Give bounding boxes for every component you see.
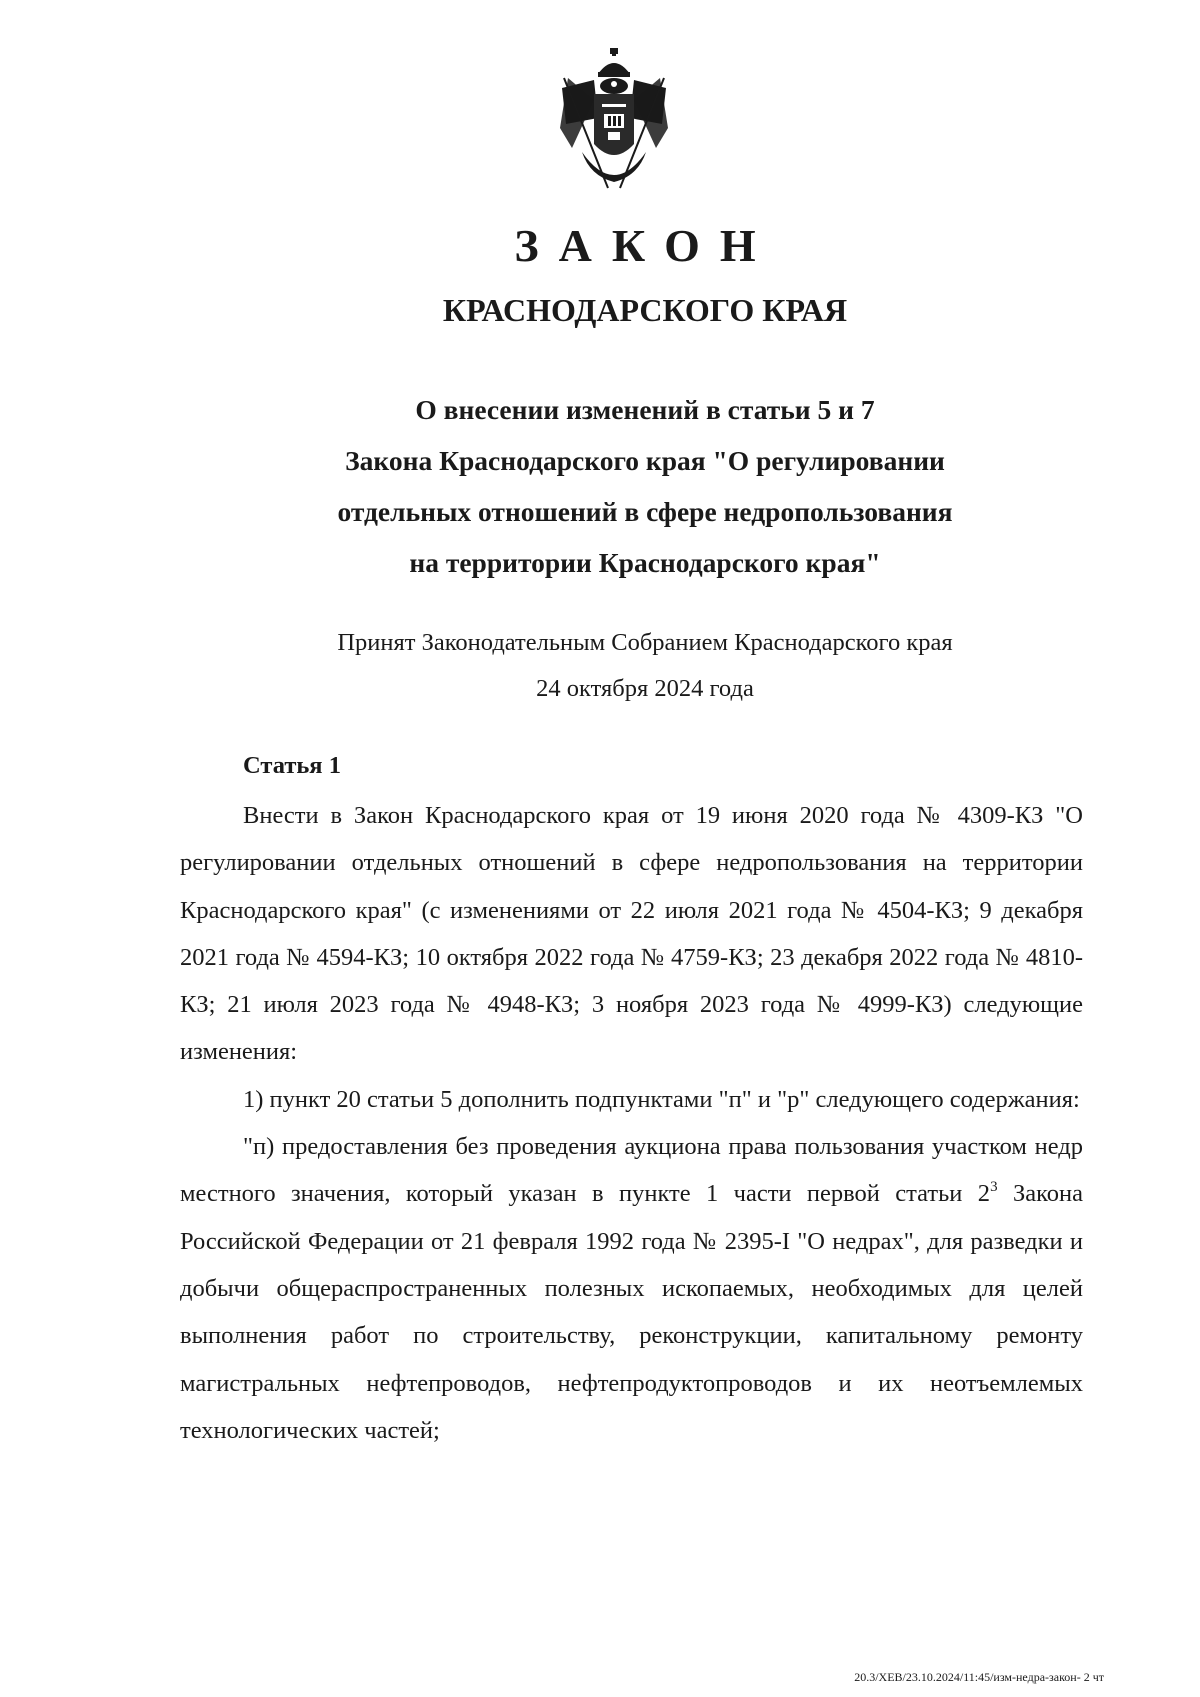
law-title <box>180 384 1110 588</box>
paragraph: Внести в Закон Краснодарского края от 19 июня 2020 года № 4309-КЗ "О регулировании отдельных отношений в сфере недропользования на территории Краснодарского края" (с изменениями от 22 июля 2021 года № 4504-КЗ; 9 декабря 2021 года № 4594-КЗ; 10 октября 2022 года № 4759-КЗ; 23 декабря 2022 года № 4810-КЗ; 21 июля 2023 года № 4948-КЗ; 3 ноября 2023 года № 4999-КЗ) следующие изменения: <box>180 802 1083 1066</box>
paragraph: 1) пункт 20 статьи 5 дополнить подпунктами "п" и "р" следующего содержания: <box>243 1085 1080 1113</box>
paragraph-text: "п) предоставления без проведения аукциона права пользования участком недр местного значения, который указан в пункте 1 части первой статьи 2 <box>180 1133 1083 1208</box>
paragraph-text: Закона Российской Федерации от 21 февраля 1992 года № 2395-I "О недрах", для разведки и добычи общераспространенных полезных ископаемых, необходимых для целей выполнения работ по строительству, реконструкции, капитальному ремонту магистральных нефтепроводов, нефтепродуктопроводов и их неотъемлемых технологических частей; <box>180 1180 1083 1444</box>
law-heading: ЗАКОН <box>514 220 776 271</box>
region-heading: КРАСНОДАРСКОГО КРАЯ <box>442 292 848 328</box>
adoption-info <box>180 620 1110 712</box>
adoption-date: 24 октября 2024 года <box>536 675 754 702</box>
article-body <box>180 792 1083 1454</box>
article-heading: Статья 1 <box>243 752 341 779</box>
superscript: 3 <box>990 1179 998 1196</box>
law-title-line: О внесении изменений в статьи 5 и 7 <box>415 394 875 425</box>
law-title-line: на территории Краснодарского края" <box>409 547 881 578</box>
adopted-by-line: Принят Законодательным Собранием Краснодарского края <box>337 629 953 656</box>
document-footer-code: 20.3/ХЕВ/23.10.2024/11:45/изм-недра-закон- 2 чт <box>854 1670 1104 1684</box>
law-title-line: Закона Краснодарского края "О регулировании <box>345 445 945 476</box>
law-title-line: отдельных отношений в сфере недропользования <box>337 496 953 527</box>
paragraph <box>180 1123 1083 1454</box>
coat-of-arms-emblem <box>558 48 670 194</box>
